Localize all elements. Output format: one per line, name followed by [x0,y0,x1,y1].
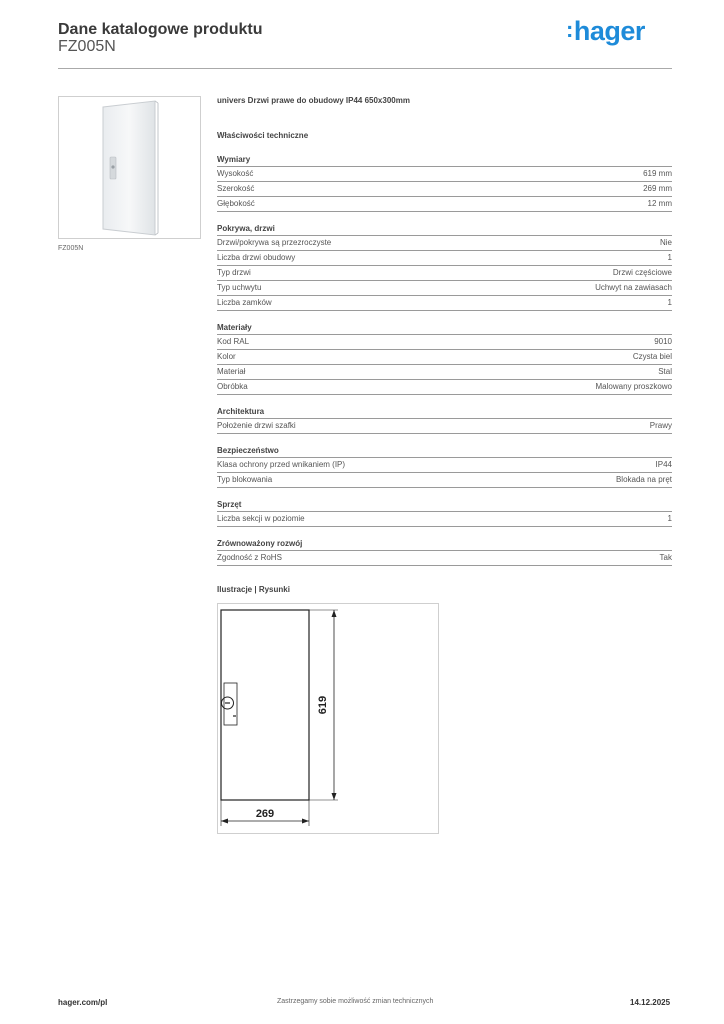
section-title: Architektura [217,407,672,419]
spec-label: Typ drzwi [217,268,251,277]
spec-value: Blokada na pręt [615,475,672,484]
spec-row [217,419,672,434]
spec-row [217,236,672,251]
spec-row [217,167,672,182]
door-dimension-drawing [218,604,438,833]
lock-outline [224,683,237,725]
spec-label: Typ blokowania [217,475,273,484]
spec-label: Kolor [217,352,236,361]
spec-value: 9010 [654,337,672,346]
section-title: Sprzęt [217,500,672,512]
illustrations-heading: Ilustracje | Rysunki [217,585,290,594]
section-title: Zrównoważony rozwój [217,539,672,551]
spec-value: 1 [667,298,672,307]
spec-label: Położenie drzwi szafki [217,421,296,430]
spec-value: 1 [667,253,672,262]
spec-value: Czysta biel [632,352,672,361]
spec-value: IP44 [655,460,672,469]
spec-row [217,182,672,197]
door-outline [221,610,309,800]
hager-logo: :hager [566,16,645,46]
section-title: Wymiary [217,155,672,167]
footer-disclaimer: Zastrzegamy sobie możliwość zmian technicznych [277,998,434,1005]
spec-row [217,350,672,365]
spec-label: Zgodność z RoHS [217,553,282,562]
spec-label: Kod RAL [217,337,250,346]
technical-properties-heading: Właściwości techniczne [217,131,309,140]
page-title: Dane katalogowe produktu [58,21,263,38]
section-title: Pokrywa, drzwi [217,224,672,236]
spec-label: Liczba drzwi obudowy [217,253,296,262]
spec-label: Liczba sekcji w poziomie [217,514,305,523]
spec-value: Nie [659,238,672,247]
product-description: univers Drzwi prawe do obudowy IP44 650x300mm [217,96,410,105]
spec-row [217,473,672,488]
spec-label: Wysokość [217,169,254,178]
spec-row [217,296,672,311]
spec-row [217,197,672,212]
section-title: Materiały [217,323,672,335]
spec-label: Klasa ochrony przed wnikaniem (IP) [217,460,346,469]
spec-label: Obróbka [217,382,248,391]
spec-value: Stal [658,367,672,376]
spec-row [217,458,672,473]
thumbnail-caption: FZ005N [58,245,84,252]
spec-label: Głębokość [217,199,255,208]
spec-row [217,266,672,281]
height-dimension-label: 619 [317,695,329,715]
spec-label: Drzwi/pokrywa są przezroczyste [217,238,332,247]
spec-value: Prawy [649,421,672,430]
footer-website[interactable]: hager.com/pl [58,998,108,1007]
spec-value: 619 mm [643,169,672,178]
spec-value: Uchwyt na zawiasach [595,283,672,292]
spec-label: Liczba zamków [217,298,272,307]
spec-row [217,335,672,350]
spec-value: 1 [667,514,672,523]
spec-row [217,551,672,566]
spec-value: Malowany proszkowo [595,382,672,391]
spec-value: 12 mm [647,199,672,208]
section-title: Bezpieczeństwo [217,446,672,458]
spec-value: 269 mm [643,184,672,193]
dimension-drawing [217,603,439,834]
spec-table [217,155,672,566]
header-divider [58,68,672,69]
spec-value: Drzwi częściowe [612,268,672,277]
spec-label: Szerokość [217,184,255,193]
footer-date: 14.12.2025 [630,998,671,1007]
spec-label: Typ uchwytu [217,283,262,292]
product-thumbnail [58,96,201,239]
spec-value: Tak [659,553,672,562]
spec-row [217,365,672,380]
spec-row [217,281,672,296]
spec-row [217,512,672,527]
spec-label: Materiał [217,367,246,376]
spec-row [217,380,672,395]
spec-row [217,251,672,266]
product-code: FZ005N [58,38,116,55]
brand-name: hager [573,16,645,46]
width-dimension-label: 269 [255,808,275,820]
door-thumbnail-image [59,97,200,238]
